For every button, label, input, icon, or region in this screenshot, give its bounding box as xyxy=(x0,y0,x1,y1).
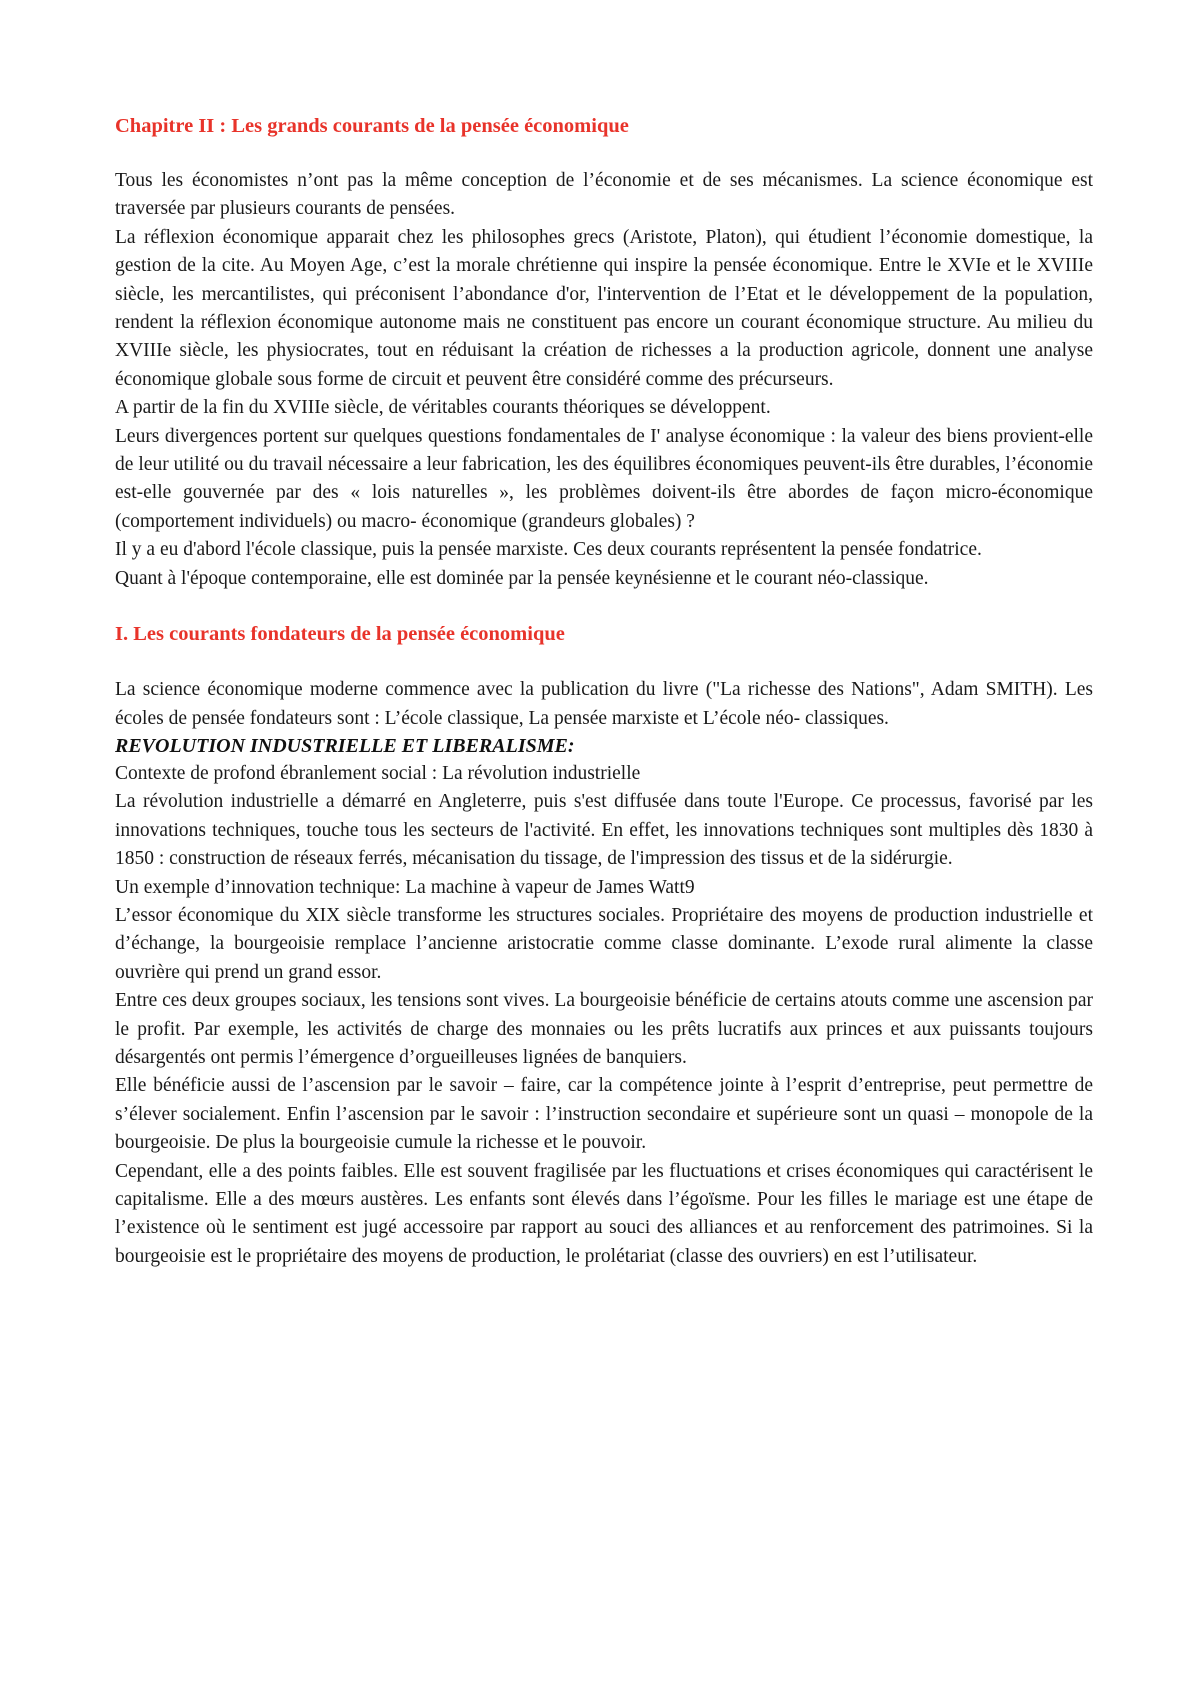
intro-block xyxy=(115,167,1093,593)
intro-paragraph: La réflexion économique apparait chez les philosophes grecs (Aristote, Platon), qui étudient l’économie domestique, la gestion de la cite. Au Moyen Age, c’est la morale chrétienne qui inspire la pensée économique. Entre le XVIe et le XVIIIe siècle, les mercantilistes, qui préconisent l’abondance d'or, l'intervention de l’Etat et le développement de la population, rendent la réflexion économique autonome mais ne constituent pas encore un courant économique structure. Au milieu du XVIIIe siècle, les physiocrates, tout en réduisant la création de richesses a la production agricole, donnent une analyse économique globale sous forme de circuit et peuvent être considéré comme des précurseurs. xyxy=(115,226,1093,390)
chapter-title: Chapitre II : Les grands courants de la pensée économique xyxy=(115,115,629,137)
document-page xyxy=(115,112,1093,1271)
intro-paragraph: Il y a eu d'abord l'école classique, puis la pensée marxiste. Ces deux courants représentent la pensée fondatrice. xyxy=(115,539,982,561)
section-title: I. Les courants fondateurs de la pensée économique xyxy=(115,623,565,646)
intro-paragraph: A partir de la fin du XVIIIe siècle, de véritables courants théoriques se développent. xyxy=(115,397,771,419)
body-paragraph: Elle bénéficie aussi de l’ascension par le savoir – faire, car la compétence jointe à l’esprit d’entreprise, peut permettre de s’élever socialement. Enfin l’ascension par le savoir : l’instruction secondaire et supérieure sont un quasi – monopole de la bourgeoisie. De plus la bourgeoisie cumule la richesse et le pouvoir. xyxy=(115,1075,1093,1154)
body-paragraph: Un exemple d’innovation technique: La machine à vapeur de James Watt9 xyxy=(115,876,695,898)
body-paragraph: L’essor économique du XIX siècle transforme les structures sociales. Propriétaire des moyens de production industrielle et d’échange, la bourgeoisie remplace l’ancienne aristocratie comme classe dominante. L’exode rural alimente la classe ouvrière qui prend un grand essor. xyxy=(115,904,1093,983)
body-block xyxy=(115,760,1093,1271)
intro-paragraph: Tous les économistes n’ont pas la même conception de l’économie et de ses mécanismes. La science économique est traversée par plusieurs courants de pensées. xyxy=(115,170,1093,220)
body-paragraph: Entre ces deux groupes sociaux, les tensions sont vives. La bourgeoisie bénéficie de certains atouts comme une ascension par le profit. Par exemple, les activités de charge des monnaies ou les prêts lucratifs aux princes et aux puissants toujours désargentés ont permis l’émergence d’orgueilleuses lignées de banquiers. xyxy=(115,990,1093,1068)
intro-paragraph: Quant à l'époque contemporaine, elle est dominée par la pensée keynésienne et le courant néo-classique. xyxy=(115,567,929,589)
subheading: REVOLUTION INDUSTRIELLE ET LIBERALISME: xyxy=(115,734,575,757)
section-intro: La science économique moderne commence avec la publication du livre ("La richesse des Nations", Adam SMITH). Les écoles de pensée fondateurs sont : L’école classique, La pensée marxiste et L’école néo- classiques. xyxy=(115,679,1093,729)
body-paragraph: Cependant, elle a des points faibles. Elle est souvent fragilisée par les fluctuations et crises économiques qui caractérisent le capitalisme. Elle a des mœurs austères. Les enfants sont élevés dans l’égoïsme. Pour les filles le mariage est une étape de l’existence où le sentiment est jugé accessoire par rapport au souci des alliances et au renforcement des patrimoines. Si la bourgeoisie est le propriétaire des moyens de production, le prolétariat (classe des ouvriers) en est l’utilisateur. xyxy=(115,1160,1093,1267)
body-paragraph: Contexte de profond ébranlement social : La révolution industrielle xyxy=(115,762,641,784)
intro-paragraph: Leurs divergences portent sur quelques questions fondamentales de I' analyse économique : la valeur des biens provient-elle de leur utilité ou du travail nécessaire a leur fabrication, les des équilibres économiques peuvent-ils être durables, l’économie est-elle gouvernée par des « lois naturelles », les problèmes doivent-ils être abordes de façon micro-économique (comportement individuels) ou macro- économique (grandeurs globales) ? xyxy=(115,425,1093,532)
body-paragraph: La révolution industrielle a démarré en Angleterre, puis s'est diffusée dans toute l'Europe. Ce processus, favorisé par les innovations techniques, touche tous les secteurs de l'activité. En effet, les innovations techniques sont multiples dès 1830 à 1850 : construction de réseaux ferrés, mécanisation du tissage, de l'impression des tissus et de la sidérurgie. xyxy=(115,791,1093,870)
